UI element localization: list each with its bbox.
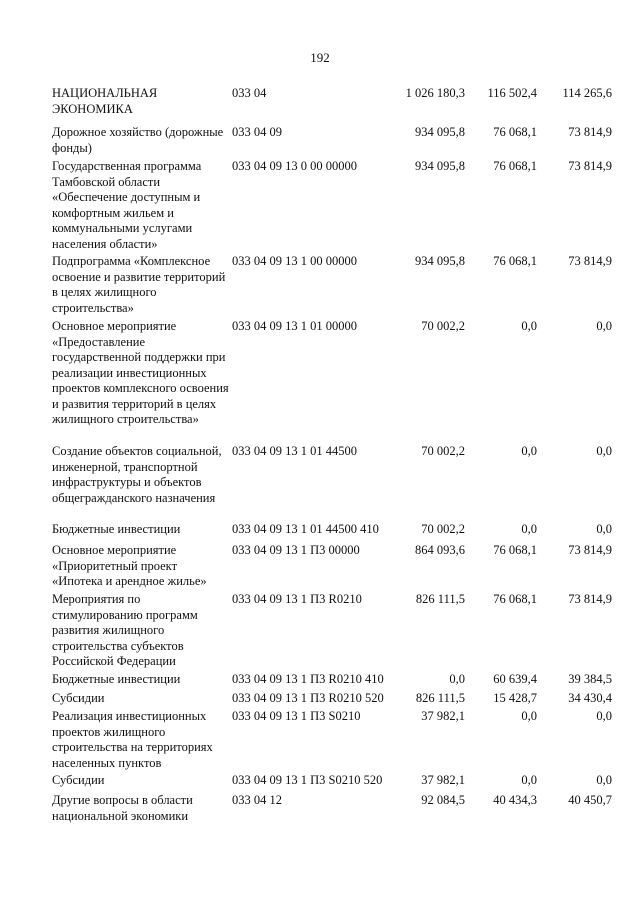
row-value-2: 76 068,1 bbox=[493, 543, 537, 557]
table-row bbox=[0, 543, 640, 592]
table-row bbox=[0, 793, 640, 827]
row-code: 033 04 09 bbox=[232, 125, 282, 139]
table-row bbox=[0, 592, 640, 672]
row-value-1: 37 982,1 bbox=[421, 709, 465, 723]
row-value-3: 34 430,4 bbox=[568, 691, 612, 705]
table-row bbox=[0, 522, 640, 543]
row-name: Другие вопросы в области национальной экономики bbox=[52, 793, 193, 823]
row-value-3: 0,0 bbox=[596, 709, 612, 723]
row-value-3: 40 450,7 bbox=[568, 793, 612, 807]
row-value-1: 70 002,2 bbox=[421, 319, 465, 333]
row-value-1: 0,0 bbox=[449, 672, 465, 686]
row-value-1: 70 002,2 bbox=[421, 444, 465, 458]
row-name: Основное мероприятие «Приоритетный проект «Ипотека и арендное жилье» bbox=[52, 543, 207, 588]
row-code: 033 04 12 bbox=[232, 793, 282, 807]
row-value-2: 116 502,4 bbox=[487, 86, 537, 100]
row-value-2: 0,0 bbox=[521, 319, 537, 333]
row-value-3: 73 814,9 bbox=[568, 592, 612, 606]
row-value-1: 1 026 180,3 bbox=[405, 86, 465, 100]
row-value-3: 0,0 bbox=[596, 444, 612, 458]
row-name: Субсидии bbox=[52, 773, 105, 787]
row-code: 033 04 09 13 1 01 00000 bbox=[232, 319, 357, 333]
row-value-3: 114 265,6 bbox=[562, 86, 612, 100]
table-row bbox=[0, 444, 640, 522]
row-name: Подпрограмма «Комплексное освоение и развитие территорий в целях жилищного строительства» bbox=[52, 254, 226, 315]
budget-table bbox=[0, 86, 640, 827]
row-name: Реализация инвестиционных проектов жилищного строительства на территориях населенных пунктов bbox=[52, 709, 213, 770]
row-value-3: 39 384,5 bbox=[568, 672, 612, 686]
row-code: 033 04 09 13 1 П3 R0210 410 bbox=[232, 672, 384, 686]
row-value-3: 73 814,9 bbox=[568, 254, 612, 268]
row-value-3: 73 814,9 bbox=[568, 125, 612, 139]
row-name: Бюджетные инвестиции bbox=[52, 522, 181, 536]
row-value-1: 934 095,8 bbox=[415, 125, 465, 139]
row-code: 033 04 bbox=[232, 86, 267, 100]
row-code: 033 04 09 13 0 00 00000 bbox=[232, 159, 357, 173]
table-row bbox=[0, 709, 640, 773]
row-code: 033 04 09 13 1 П3 S0210 520 bbox=[232, 773, 383, 787]
table-row bbox=[0, 773, 640, 793]
row-value-1: 70 002,2 bbox=[421, 522, 465, 536]
row-value-2: 15 428,7 bbox=[493, 691, 537, 705]
row-value-1: 934 095,8 bbox=[415, 159, 465, 173]
row-value-2: 0,0 bbox=[521, 522, 537, 536]
row-value-2: 76 068,1 bbox=[493, 254, 537, 268]
table-row bbox=[0, 691, 640, 709]
row-name: Дорожное хозяйство (дорожные фонды) bbox=[52, 125, 224, 155]
row-value-2: 0,0 bbox=[521, 444, 537, 458]
row-value-3: 73 814,9 bbox=[568, 159, 612, 173]
row-name: Бюджетные инвестиции bbox=[52, 672, 181, 686]
row-value-1: 92 084,5 bbox=[421, 793, 465, 807]
row-name: Субсидии bbox=[52, 691, 105, 705]
table-row bbox=[0, 254, 640, 319]
row-value-1: 826 111,5 bbox=[415, 691, 465, 705]
row-code: 033 04 09 13 1 П3 R0210 bbox=[232, 592, 362, 606]
row-value-1: 934 095,8 bbox=[415, 254, 465, 268]
table-row bbox=[0, 86, 640, 125]
row-value-3: 73 814,9 bbox=[568, 543, 612, 557]
table-row bbox=[0, 125, 640, 159]
table-row bbox=[0, 319, 640, 444]
row-value-2: 60 639,4 bbox=[493, 672, 537, 686]
row-value-2: 40 434,3 bbox=[493, 793, 537, 807]
row-name: Создание объектов социальной, инженерной, транспортной инфраструктуры и объектов общегражданского назначения bbox=[52, 444, 222, 505]
table-row bbox=[0, 159, 640, 254]
row-code: 033 04 09 13 1 П3 00000 bbox=[232, 543, 360, 557]
row-value-3: 0,0 bbox=[596, 773, 612, 787]
row-value-2: 76 068,1 bbox=[493, 592, 537, 606]
row-value-2: 0,0 bbox=[521, 773, 537, 787]
row-code: 033 04 09 13 1 01 44500 bbox=[232, 444, 357, 458]
page-number: 192 bbox=[310, 50, 330, 65]
row-value-1: 864 093,6 bbox=[415, 543, 465, 557]
row-name: НАЦИОНАЛЬНАЯ ЭКОНОМИКА bbox=[52, 86, 158, 116]
row-code: 033 04 09 13 1 01 44500 410 bbox=[232, 522, 379, 536]
table-row bbox=[0, 672, 640, 691]
row-code: 033 04 09 13 1 П3 S0210 bbox=[232, 709, 361, 723]
row-value-3: 0,0 bbox=[596, 522, 612, 536]
row-value-2: 76 068,1 bbox=[493, 125, 537, 139]
row-value-3: 0,0 bbox=[596, 319, 612, 333]
row-value-2: 76 068,1 bbox=[493, 159, 537, 173]
row-name: Мероприятия по стимулированию программ развития жилищного строительства субъектов Российской Федерации bbox=[52, 592, 198, 668]
row-code: 033 04 09 13 1 П3 R0210 520 bbox=[232, 691, 384, 705]
row-value-1: 37 982,1 bbox=[421, 773, 465, 787]
row-value-1: 826 111,5 bbox=[415, 592, 465, 606]
row-name: Основное мероприятие «Предоставление государственной поддержки при реализации инвестиционных проектов комплексного освоения и развития территорий в целях жилищного строительства» bbox=[52, 319, 229, 426]
row-code: 033 04 09 13 1 00 00000 bbox=[232, 254, 357, 268]
row-name: Государственная программа Тамбовской области «Обеспечение доступным и комфортным жильем и коммунальными услугами населения области» bbox=[52, 159, 202, 251]
row-value-2: 0,0 bbox=[521, 709, 537, 723]
